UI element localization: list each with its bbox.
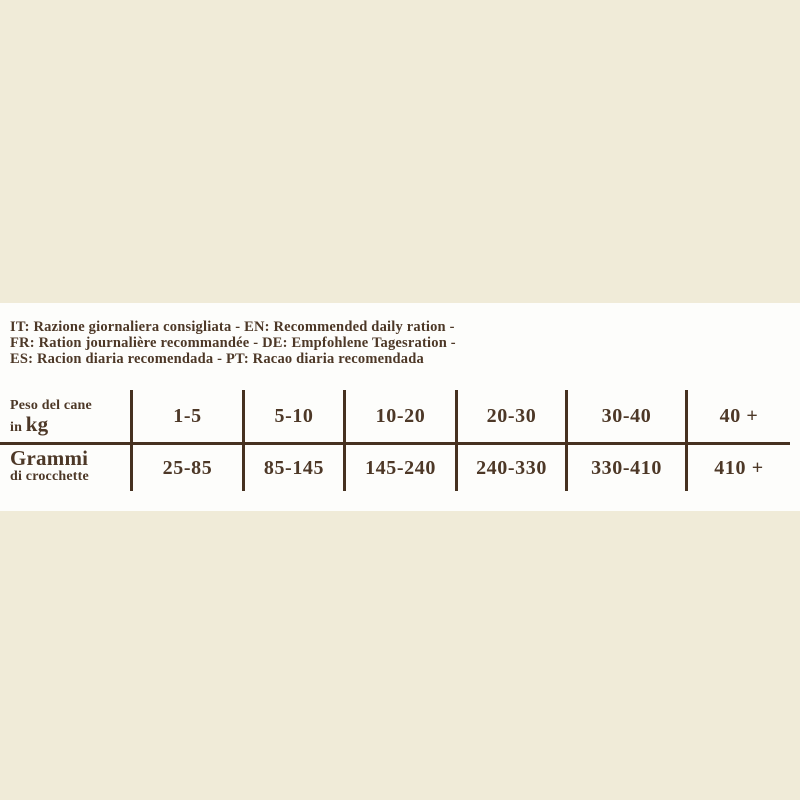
weight-range-cell: 20-30: [455, 390, 565, 442]
ration-legend: [10, 319, 456, 368]
dog-weight-unit-line: in kg: [10, 412, 49, 436]
kibble-label: di crocchette: [10, 469, 89, 484]
legend-line-it-en: IT: Razione giornaliera consigliata - EN: Recommended daily ration -: [10, 319, 455, 335]
kg-unit-label: kg: [25, 412, 49, 436]
row-header-kibble-grams: [0, 445, 130, 491]
grams-range-cell: 25-85: [130, 445, 242, 491]
grams-range-cell: 330-410: [565, 445, 685, 491]
grams-range-cell: 145-240: [343, 445, 455, 491]
weight-range-cell: 10-20: [343, 390, 455, 442]
weight-range-cell: 30-40: [565, 390, 685, 442]
weight-range-cell: 40 +: [685, 390, 790, 442]
table-row-kibble-grams: [0, 445, 790, 491]
grams-range-cell: 410 +: [685, 445, 790, 491]
grams-range-cell: 85-145: [242, 445, 343, 491]
legend-line-fr-de: FR: Ration journalière recommandée - DE: Empfohlene Tagesration -: [10, 335, 456, 352]
weight-range-cell: 1-5: [130, 390, 242, 442]
feeding-table: [0, 390, 790, 491]
legend-line-es-pt: ES: Racion diaria recomendada - PT: Racao diaria recomendada: [10, 351, 424, 368]
dog-weight-label: Peso del cane: [10, 398, 92, 413]
grams-range-cell: 240-330: [455, 445, 565, 491]
row-header-dog-weight: [0, 390, 130, 442]
weight-range-cell: 5-10: [242, 390, 343, 442]
feeding-info-panel: [0, 303, 800, 511]
grams-label: Grammi: [10, 446, 89, 470]
table-row-dog-weight: [0, 390, 790, 442]
